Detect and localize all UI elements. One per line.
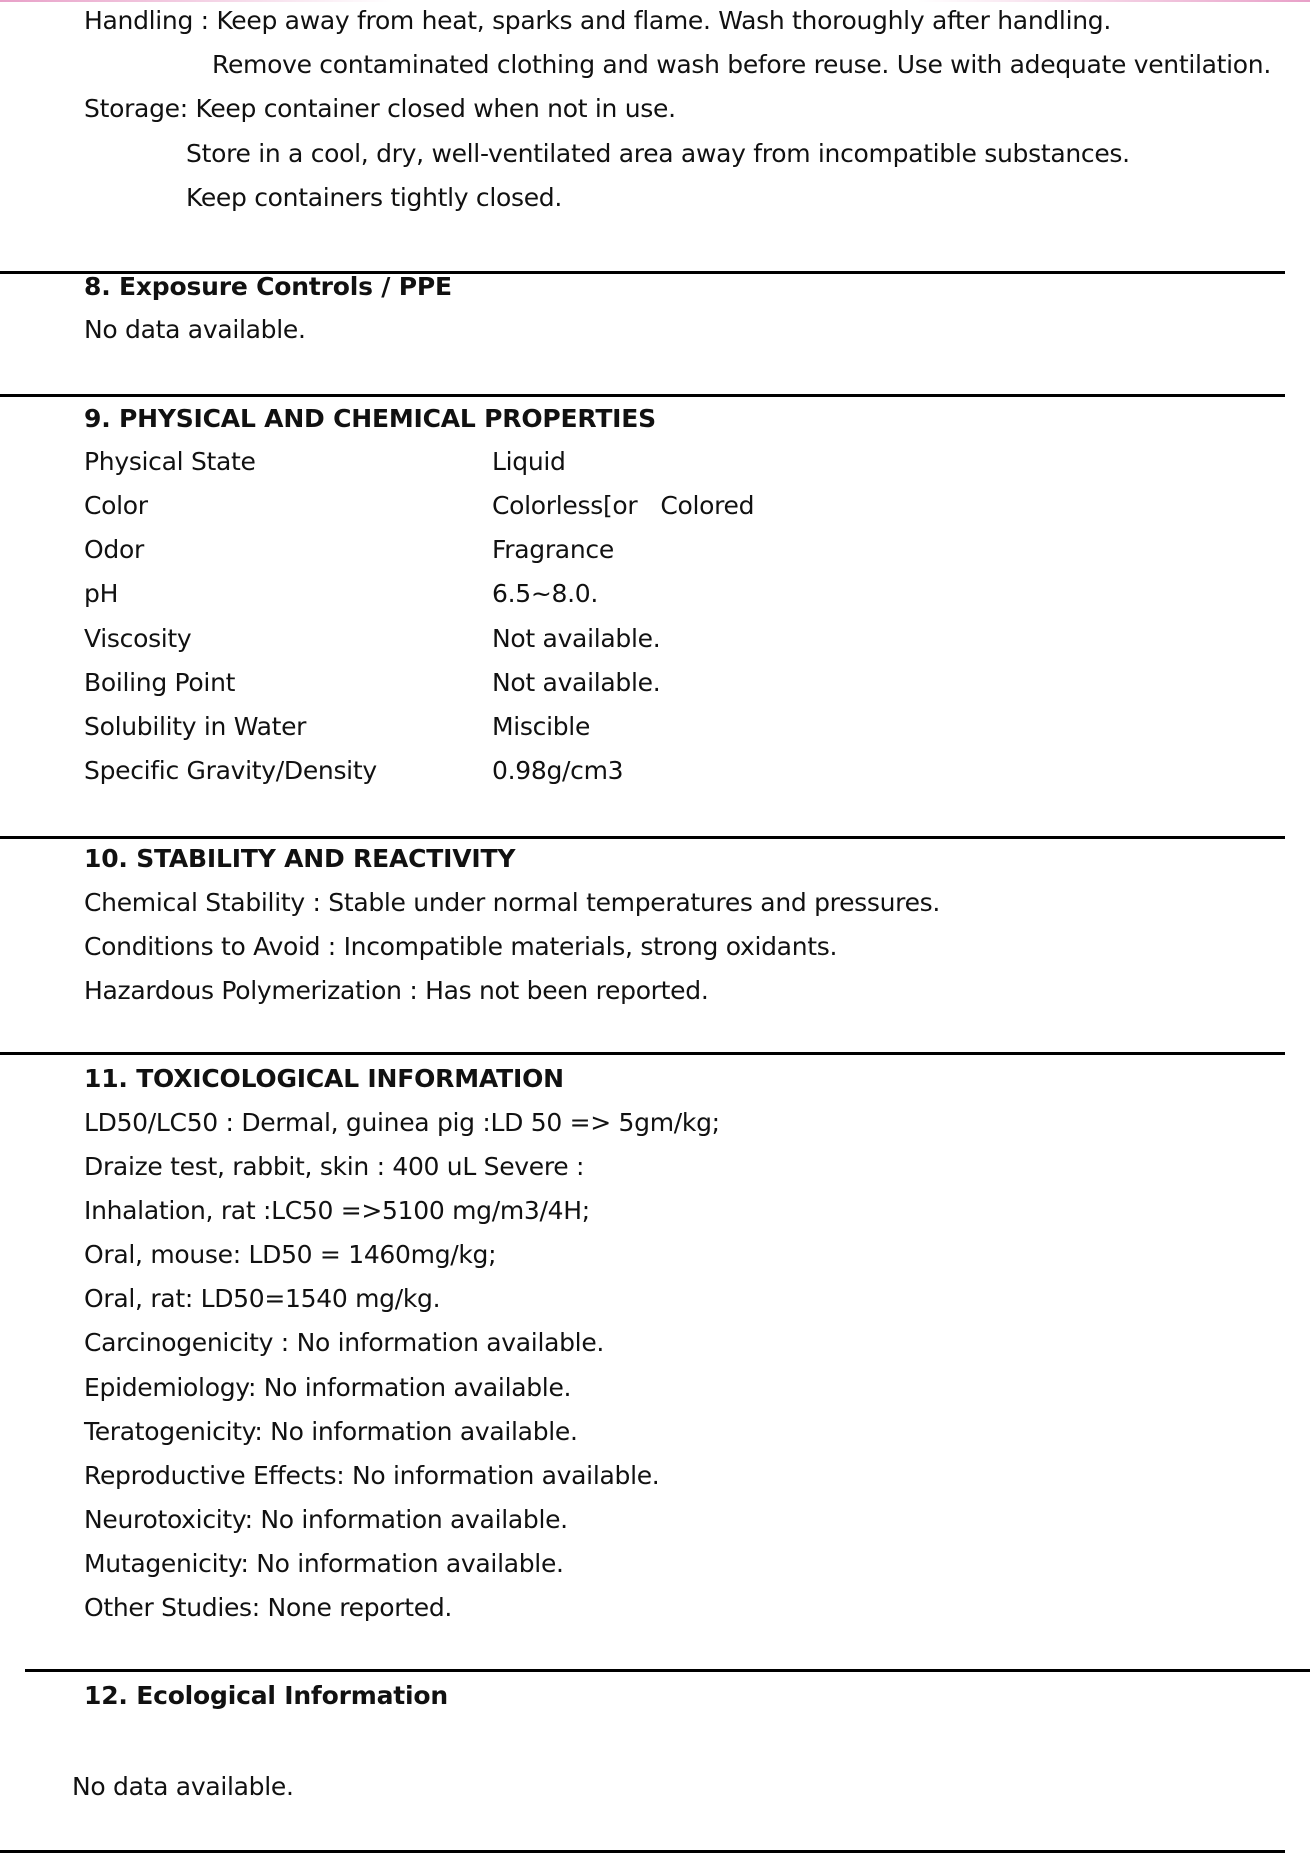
property-label: Color [84,491,148,520]
storage-line-2: Store in a cool, dry, well-ventilated area away from incompatible substances. [186,139,1130,168]
property-label: Specific Gravity/Density [84,756,377,785]
property-label: Viscosity [84,624,192,653]
toxicology-line: Teratogenicity: No information available. [84,1417,578,1446]
property-value: Colorless[or Colored [492,491,755,520]
property-value: Not available. [492,624,661,653]
toxicology-line: Carcinogenicity : No information available. [84,1328,605,1357]
storage-line-1: Storage: Keep container closed when not in use. [84,94,676,123]
toxicology-line: Draize test, rabbit, skin : 400 uL Severe : [84,1152,585,1181]
storage-line-3: Keep containers tightly closed. [186,183,563,212]
section-11-heading: 11. TOXICOLOGICAL INFORMATION [84,1064,564,1093]
section-divider [0,836,1285,839]
section-divider [0,1052,1285,1055]
property-value: Fragrance [492,535,614,564]
toxicology-line: Neurotoxicity: No information available. [84,1505,568,1534]
section-10-heading: 10. STABILITY AND REACTIVITY [84,844,516,873]
page-top-edge [0,0,1310,2]
property-label: Physical State [84,447,256,476]
property-label: Solubility in Water [84,712,307,741]
property-label: Odor [84,535,144,564]
toxicology-line: Oral, rat: LD50=1540 mg/kg. [84,1284,441,1313]
property-value: Miscible [492,712,591,741]
property-value: Not available. [492,668,661,697]
handling-line-2: Remove contaminated clothing and wash before reuse. Use with adequate ventilation. [212,50,1271,79]
section-divider [25,1669,1310,1672]
section-divider [0,394,1285,397]
property-value: 6.5~8.0. [492,579,599,608]
toxicology-line: Inhalation, rat :LC50 =>5100 mg/m3/4H; [84,1196,590,1225]
section-8-heading: 8. Exposure Controls / PPE [84,272,452,301]
stability-line: Chemical Stability : Stable under normal temperatures and pressures. [84,888,941,917]
section-9-heading: 9. PHYSICAL AND CHEMICAL PROPERTIES [84,404,656,433]
toxicology-line: Epidemiology: No information available. [84,1373,572,1402]
property-label: pH [84,579,119,608]
toxicology-line: LD50/LC50 : Dermal, guinea pig :LD 50 => 5gm/kg; [84,1108,720,1137]
toxicology-line: Other Studies: None reported. [84,1593,453,1622]
property-value: Liquid [492,447,566,476]
stability-line: Hazardous Polymerization : Has not been reported. [84,976,709,1005]
section-8-text: No data available. [84,315,306,344]
toxicology-line: Oral, mouse: LD50 = 1460mg/kg; [84,1240,497,1269]
toxicology-line: Reproductive Effects: No information available. [84,1461,660,1490]
section-12-text: No data available. [72,1772,294,1801]
toxicology-line: Mutagenicity: No information available. [84,1549,564,1578]
property-label: Boiling Point [84,668,236,697]
section-12-heading: 12. Ecological Information [84,1681,448,1710]
property-value: 0.98g/cm3 [492,756,624,785]
section-divider [0,1850,1285,1853]
stability-line: Conditions to Avoid : Incompatible materials, strong oxidants. [84,932,838,961]
handling-line-1: Handling : Keep away from heat, sparks and flame. Wash thoroughly after handling. [84,6,1111,35]
